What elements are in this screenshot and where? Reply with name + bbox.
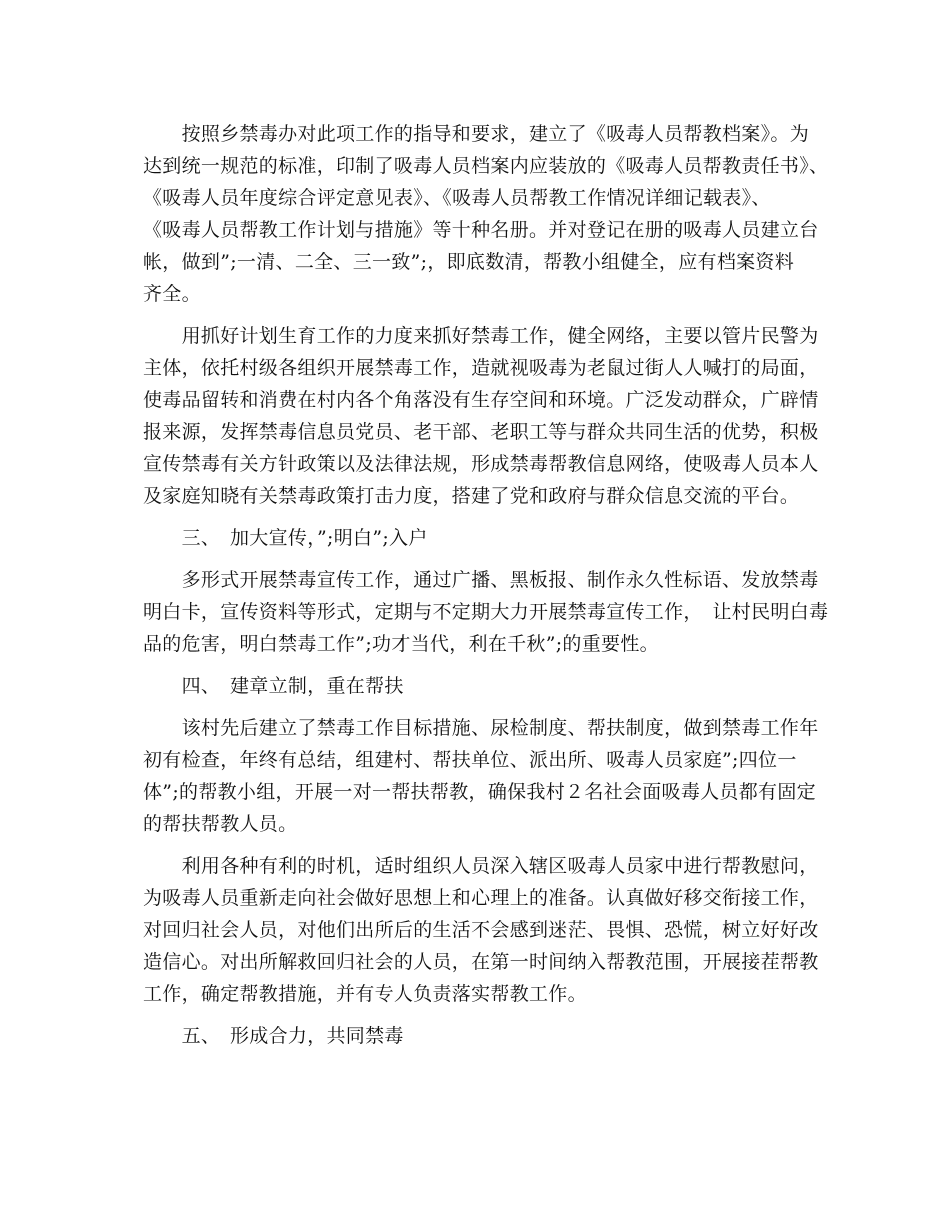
paragraph: [143, 850, 819, 1010]
heading-text: 五、 形成合力，共同禁毒: [143, 1025, 404, 1047]
paragraph-line: 用抓好计划生育工作的力度来抓好禁毒工作，健全网络，主要以管片民警为: [143, 325, 819, 347]
paragraph-line: 多形式开展禁毒宣传工作，通过广播、黑板报、制作永久性标语、发放禁毒: [143, 569, 819, 591]
paragraph-line: 主体，依托村级各组织开展禁毒工作，造就视吸毒为老鼠过街人人喊打的局面，: [143, 357, 819, 379]
paragraph: [143, 320, 819, 512]
paragraph-line: 为吸毒人员重新走向社会做好思想上和心理上的准备。认真做好移交衔接工作，: [143, 887, 819, 909]
paragraph: [143, 712, 819, 840]
paragraph-line: 《吸毒人员年度综合评定意见表》、《吸毒人员帮教工作情况详细记载表》、: [143, 187, 771, 209]
section-heading: [143, 1020, 808, 1052]
paragraph-line: 达到统一规范的标准，印制了吸毒人员档案内应装放的《吸毒人员帮教责任书》、: [143, 155, 829, 177]
section-heading: [143, 670, 808, 702]
heading-text: 三、 加大宣传，”;明白”;入户: [143, 527, 428, 549]
paragraph-line: 初有检查，年终有总结，组建村、帮扶单位、派出所、吸毒人员家庭”;四位一: [143, 749, 797, 771]
paragraph-line: 《吸毒人员帮教工作计划与措施》等十种名册。并对登记在册的吸毒人员建立台: [143, 219, 819, 241]
paragraph-line: 品的危害，明白禁毒工作”;功才当代，利在千秋”;的重要性。: [143, 633, 659, 655]
document-body: [143, 118, 829, 1062]
heading-text: 四、 建章立制，重在帮扶: [143, 675, 404, 697]
paragraph-line: 明白卡，宣传资料等形式，定期与不定期大力开展禁毒宣传工作， 让村民明白毒: [143, 601, 829, 623]
paragraph-line: 造信心。对出所解救回归社会的人员，在第一时间纳入帮教范围，开展接茬帮教: [143, 951, 819, 973]
paragraph-line: 按照乡禁毒办对此项工作的指导和要求，建立了《吸毒人员帮教档案》。为: [143, 123, 810, 145]
section-heading: [143, 522, 808, 554]
paragraph-line: 利用各种有利的时机，适时组织人员深入辖区吸毒人员家中进行帮教慰问，: [143, 855, 819, 877]
paragraph-line: 该村先后建立了禁毒工作目标措施、尿检制度、帮扶制度，做到禁毒工作年: [143, 717, 819, 739]
paragraph-line: 对回归社会人员，对他们出所后的生活不会感到迷茫、畏惧、恐慌，树立好好改: [143, 919, 819, 941]
paragraph-line: 体”;的帮教小组，开展一对一帮扶帮教，确保我村２名社会面吸毒人员都有固定: [143, 781, 816, 803]
paragraph-line: 及家庭知晓有关禁毒政策打击力度，搭建了党和政府与群众信息交流的平台。: [143, 485, 800, 507]
paragraph-line: 使毒品留转和消费在村内各个角落没有生存空间和环境。广泛发动群众，广辟情: [143, 389, 819, 411]
paragraph: [143, 564, 829, 660]
paragraph-line: 工作，确定帮教措施，并有专人负责落实帮教工作。: [143, 983, 587, 1005]
paragraph-line: 齐全。: [143, 283, 201, 305]
paragraph-line: 帐，做到”;一清、二全、三一致”;，即底数清，帮教小组健全，应有档案资料: [143, 251, 795, 273]
paragraph-line: 的帮扶帮教人员。: [143, 813, 298, 835]
paragraph: [143, 118, 829, 310]
paragraph-line: 报来源，发挥禁毒信息员党员、老干部、老职工等与群众共同生活的优势，积极: [143, 421, 819, 443]
paragraph-line: 宣传禁毒有关方针政策以及法律法规，形成禁毒帮教信息网络，使吸毒人员本人: [143, 453, 819, 475]
